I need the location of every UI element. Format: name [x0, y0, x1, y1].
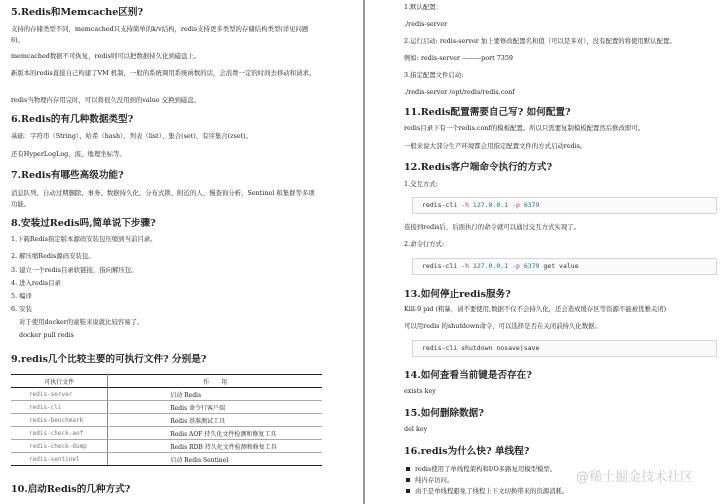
left-page: [0, 0, 362, 504]
paragraph: 例如: redis-server ———port 7359: [404, 54, 513, 62]
paragraph: 支持的存储类型不同，memcached只支持简单的k/v结构，redis支持更多类型的存储结构类型(详见问题6)。: [11, 25, 309, 44]
table-row: redis-sentinel 启动 Redis Sentinel: [11, 453, 322, 466]
heading-q11: 11.Redis配置需要自己写? 如何配置?: [404, 107, 571, 118]
table-header: 可执行文件: [11, 375, 108, 388]
heading-q13: 13.如何停止redis服务?: [404, 289, 511, 300]
paragraph: 新版本的redis直接自己构建了VM 机制，一般的系统调用系统函数的话，会浪费一定的时间去移动和请求。: [11, 69, 316, 77]
paragraph: 消息队列、自动过期删除、事务、数据持久化、分布式锁、附近的人、慢查询分析、Sentinel 和集群等多项功能。: [11, 189, 315, 208]
code-block: redis-cli -h 127.0.0.1 -p 6379: [412, 197, 717, 214]
step: 5. 编译: [11, 292, 32, 300]
paragraph: 连接到redis后，后面执行的命令就可以通过交互方式实现了。: [404, 223, 581, 231]
paragraph: 还有HyperLogLog、流、地理坐标等。: [11, 150, 126, 158]
table-row: redis-cli Redis 命令行客户端: [11, 401, 322, 414]
executables-table: [11, 374, 322, 466]
paragraph: memcached数据不可恢复，redis则可以把数据持久化到磁盘上。: [11, 52, 201, 60]
right-page: [363, 0, 725, 504]
step: 2. 解压缩Redis源码安装包。: [11, 252, 95, 260]
heading-q5: 5.Redis和Memcache区别?: [11, 7, 144, 18]
paragraph: ./redis-server /opt/redis/redis.conf: [404, 88, 515, 96]
code-block: redis-cli shutdown nosave|save: [412, 340, 717, 357]
table-header: 作 用: [108, 375, 322, 388]
paragraph: Kill-9 pid (粗暴，请不要使用,数据不仅不会持久化，还会造成缓存区等资源不能被优雅关闭): [404, 305, 667, 313]
paragraph: docker pull redis: [19, 331, 74, 339]
code-block: redis-cli -h 127.0.0.1 -p 6379 get value: [412, 258, 717, 275]
paragraph: exists key: [404, 387, 436, 395]
list-item: 由于是单线程避免了线程上下文切换带来的资源消耗。: [406, 486, 568, 495]
paragraph: redis当物理内存用完时，可以将很久没用到的value 交换到磁盘。: [11, 96, 201, 104]
paragraph: 可以用redis 的shutdown命令，可以选择是否在关闭前持久化数据。: [404, 322, 601, 330]
step: 1.下载Redis指定版本源码安装包压缩到当前目录。: [11, 235, 157, 243]
heading-q8: 8.安装过Redis吗,简单说下步骤?: [11, 218, 156, 229]
paragraph: 3.指定配置文件启动:: [404, 71, 464, 79]
heading-q12: 12.Redis客户端命令执行的方式?: [404, 162, 553, 173]
heading-q16: 16.redis为什么快? 单线程?: [404, 446, 530, 457]
table-row: redis-check-dump Redis RDB 持久化文件检测和修复工具: [11, 440, 322, 453]
paragraph: 对于使用docker的童鞋来说就比较容易了。: [19, 318, 144, 326]
paragraph: 2.运行启动: redis-server 加上要修改配置名和值（可以是多对），没有配置的将使用默认配置。: [404, 37, 676, 45]
list-item: redis使用了单线程架构和I/O多路复用模型模型。: [406, 464, 556, 473]
table-row: redis-check-aof Redis AOF 持久化文件检测和修复工具: [11, 427, 322, 440]
paragraph: 1.默认配置：: [404, 3, 443, 11]
heading-q6: 6.Redis的有几种数据类型?: [11, 114, 134, 125]
paragraph: 一般来说大部分生产环境都会用指定配置文件的方式启动redis。: [404, 142, 587, 150]
watermark: @稀土掘金技术社区: [576, 470, 694, 485]
paragraph: del key: [404, 425, 428, 433]
heading-q9: 9.redis几个比较主要的可执行文件? 分别是?: [11, 354, 207, 365]
paragraph: ./redis-server: [404, 20, 448, 28]
heading-q15: 15.如何删除数据?: [404, 408, 484, 419]
heading-q7: 7.Redis有哪些高级功能?: [11, 170, 124, 181]
paragraph: 1.交互方式:: [404, 180, 438, 188]
step: 4. 进入redis目录: [11, 279, 61, 287]
paragraph: 基础：字符串（String）、哈希（hash）、列表（list）、集合(set)、有序集合(zset)。: [11, 132, 253, 140]
heading-q10: 10.启动Redis的几种方式?: [11, 484, 131, 495]
paragraph: redis目录下有一个redis.conf的模板配置。所以只需要复制模板配置然后修改即可。: [404, 124, 645, 132]
step: 6. 安装: [11, 305, 32, 313]
heading-q14: 14.如何查看当前键是否存在?: [404, 370, 532, 381]
list-item: 纯内存访问。: [406, 475, 453, 484]
table-row: redis-benchmark Redis 基准测试工具: [11, 414, 322, 427]
table-row: redis-server 启动 Redis: [11, 388, 322, 401]
step: 3. 建立一个redis目录软链接，指向解压包。: [11, 266, 138, 274]
paragraph: 2.命令行方式:: [404, 240, 445, 248]
